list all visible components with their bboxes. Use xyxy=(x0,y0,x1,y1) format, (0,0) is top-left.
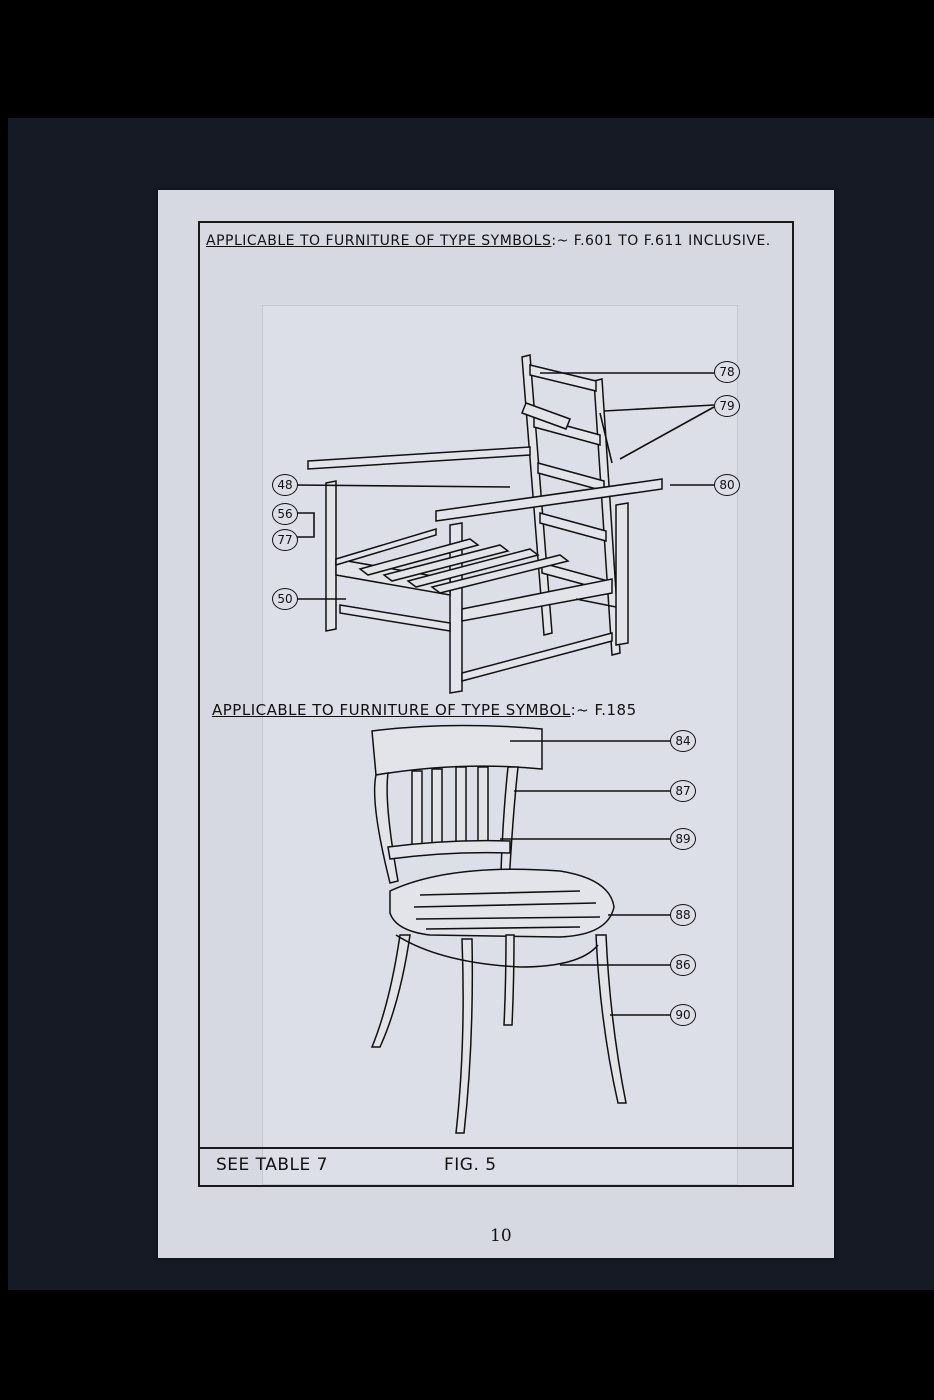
front-leg-left xyxy=(372,935,410,1047)
front-leg-right xyxy=(456,939,472,1133)
callout-86: 86 xyxy=(670,954,696,976)
footer-bar xyxy=(200,1147,792,1185)
back-leg-right xyxy=(596,935,626,1103)
back-stile-left xyxy=(375,773,398,883)
side-chair-drawing xyxy=(200,223,796,1189)
bottom-applicability-prefix: APPLICABLE TO FURNITURE OF TYPE SYMBOL xyxy=(212,701,571,719)
callout-77: 77 xyxy=(272,529,298,551)
callout-50: 50 xyxy=(272,588,298,610)
drawing-sheet xyxy=(158,190,834,1258)
top-applicability-suffix: :~ F.601 TO F.611 INCLUSIVE. xyxy=(551,233,771,249)
back-leg-left xyxy=(504,935,514,1025)
callout-78: 78 xyxy=(714,361,740,383)
back-splat-4 xyxy=(478,767,488,847)
border-frame xyxy=(198,221,794,1187)
callout-80: 80 xyxy=(714,474,740,496)
callout-56: 56 xyxy=(272,503,298,525)
callout-88: 88 xyxy=(670,904,696,926)
top-applicability-prefix: APPLICABLE TO FURNITURE OF TYPE SYMBOLS xyxy=(206,233,552,249)
figure-label: FIG. 5 xyxy=(444,1155,497,1175)
lower-back-rail xyxy=(388,841,510,859)
back-splat-2 xyxy=(432,769,442,847)
callout-90: 90 xyxy=(670,1004,696,1026)
see-table-label: SEE TABLE 7 xyxy=(216,1155,328,1175)
back-splat-1 xyxy=(412,771,422,847)
callout-84: 84 xyxy=(670,730,696,752)
ring-stretcher xyxy=(396,935,598,967)
callout-79: 79 xyxy=(714,395,740,417)
callout-48: 48 xyxy=(272,474,298,496)
callout-87: 87 xyxy=(670,780,696,802)
callout-89: 89 xyxy=(670,828,696,850)
bottom-applicability-suffix: :~ F.185 xyxy=(570,701,637,719)
back-splat-3 xyxy=(456,767,466,847)
page-number: 10 xyxy=(490,1226,512,1246)
